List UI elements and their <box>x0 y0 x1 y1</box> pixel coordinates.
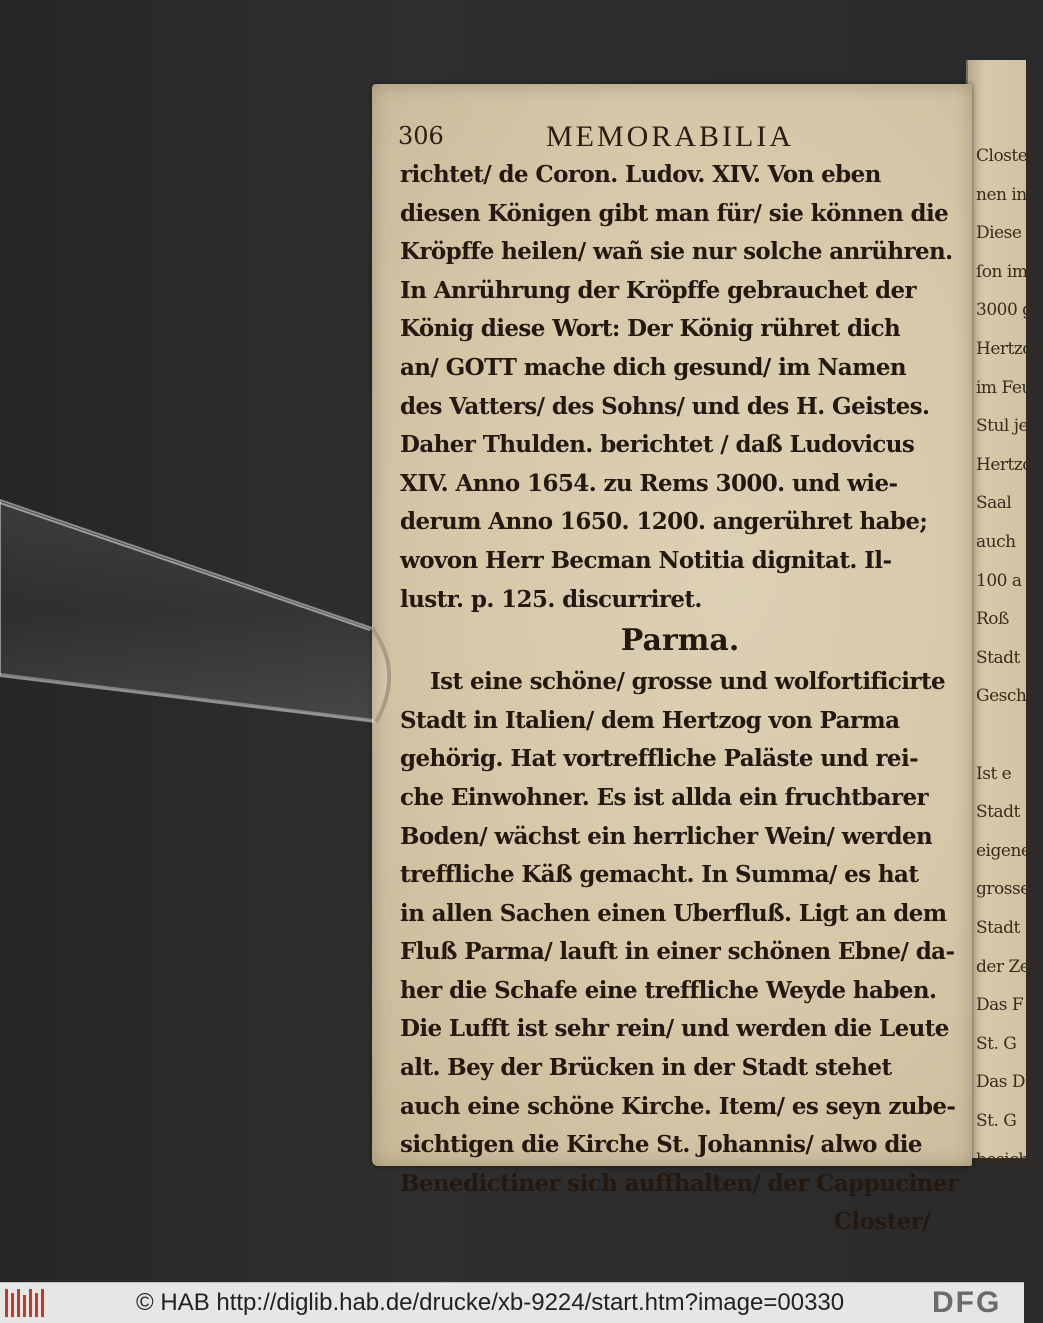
facing-page-line: auch <box>976 532 1016 552</box>
text-line: sichtigen die Kirche St. Johannis/ alwo die <box>400 1131 922 1159</box>
page-body <box>400 156 960 1242</box>
text-line: Die Lufft ist sehr rein/ und werden die Leute <box>400 1015 949 1043</box>
facing-page-line: nen in <box>976 184 1027 205</box>
facing-page-line: St. G <box>976 1111 1017 1131</box>
facing-page-line: Hertzog <box>976 339 1043 359</box>
running-title: MEMORABILIA <box>546 120 794 153</box>
text-line: treffliche Käß gemacht. In Summa/ es hat <box>400 861 919 889</box>
copyright-url-text: © HAB http://diglib.hab.de/drucke/xb-9224/start.htm?image=00330 <box>136 1289 845 1316</box>
text-block-before-heading <box>400 156 960 619</box>
text-line: des Vatters/ des Sohns/ und des H. Geistes. <box>400 392 930 420</box>
facing-page-line: Ist e <box>976 763 1012 784</box>
text-block-after-heading <box>400 663 960 1203</box>
text-line: gehörig. Hat vortreffliche Paläste und rei- <box>400 745 919 773</box>
text-line: auch eine schöne Kirche. Item/ es seyn zube- <box>400 1092 956 1120</box>
facing-page-line: Stadt <box>976 918 1020 938</box>
facing-page-line: Geschü <box>976 686 1037 707</box>
text-line: Ist eine schöne/ grosse und wolfortificirte <box>430 668 946 696</box>
facing-page-line: 3000 gu <box>976 300 1043 321</box>
facing-page-line: Saal <box>976 493 1012 514</box>
facing-page-line: Stul je <box>976 416 1029 437</box>
text-line: richtet/ de Coron. Ludov. XIV. Von eben <box>400 161 881 188</box>
catchword: Closter/ <box>833 1208 930 1236</box>
text-line: Stadt in Italien/ dem Hertzog von Parma <box>400 706 900 734</box>
dfg-logo-icon: DFG <box>932 1286 1002 1319</box>
facing-page-edge <box>966 60 1043 1170</box>
facing-page-line: Roß <box>976 609 1009 630</box>
text-line: Boden/ wächst ein herrlicher Wein/ werden <box>400 822 933 850</box>
facing-page-line: im Feuc <box>976 377 1041 398</box>
text-line: derum Anno 1650. 1200. angerühret habe; <box>400 508 928 536</box>
text-line: König diese Wort: Der König rühret dich <box>400 315 901 343</box>
text-line: an/ GOTT mache dich gesund/ im Namen <box>400 353 906 381</box>
facing-page-line: 100 a <box>976 570 1022 591</box>
text-line: Daher Thulden. berichtet / daß Ludovicus <box>400 431 915 459</box>
text-line: Benedictiner sich auffhalten/ der Cappuciner <box>400 1169 959 1197</box>
facing-page-line: Hertzo <box>976 454 1033 475</box>
page-number: 306 <box>398 122 444 150</box>
footer-bar <box>0 1282 1024 1323</box>
text-line: Fluß Parma/ lauft in einer schönen Ebne/ da- <box>400 938 955 966</box>
text-line: alt. Bey der Brücken in der Stadt stehet <box>400 1054 892 1082</box>
facing-page-line: besicht <box>976 1149 1035 1170</box>
facing-page-line: ſon im <box>976 261 1028 282</box>
facing-page-line: Closter <box>976 146 1035 166</box>
section-heading: Parma. <box>620 623 740 659</box>
book-page <box>372 84 972 1236</box>
page-header <box>398 120 938 154</box>
facing-page-line: St. G <box>976 1033 1017 1054</box>
facing-page-line: grosse <box>976 879 1030 900</box>
text-line: her die Schafe eine treffliche Weyde haben. <box>400 976 937 1004</box>
text-line: in allen Sachen einen Uberfluß. Ligt an dem <box>400 899 947 927</box>
facing-page-line: Stadt <box>976 802 1020 823</box>
hab-library-logo-icon <box>4 1287 48 1319</box>
text-line: diesen Königen gibt man für/ sie können die <box>400 199 949 227</box>
facing-page-line: Diese <box>976 223 1022 244</box>
facing-page-line: Stadt <box>976 647 1020 668</box>
facing-page-line: Das D <box>976 1072 1026 1093</box>
facing-page-line: der Zeit <box>976 956 1041 977</box>
facing-page-line: Das F <box>976 995 1024 1016</box>
text-line: In Anrührung der Kröpffe gebrauchet der <box>400 276 917 304</box>
text-line: che Einwohner. Es ist allda ein fruchtbarer <box>400 783 929 811</box>
facing-page-line: eigenen <box>976 840 1041 861</box>
text-line: lustr. p. 125. discurriret. <box>400 585 702 613</box>
text-line: wovon Herr Becman Notitia dignitat. Il- <box>400 546 892 574</box>
text-line: XIV. Anno 1654. zu Rems 3000. und wie- <box>400 469 898 497</box>
text-line: Kröpffe heilen/ wañ sie nur solche anrühren. <box>400 238 953 266</box>
